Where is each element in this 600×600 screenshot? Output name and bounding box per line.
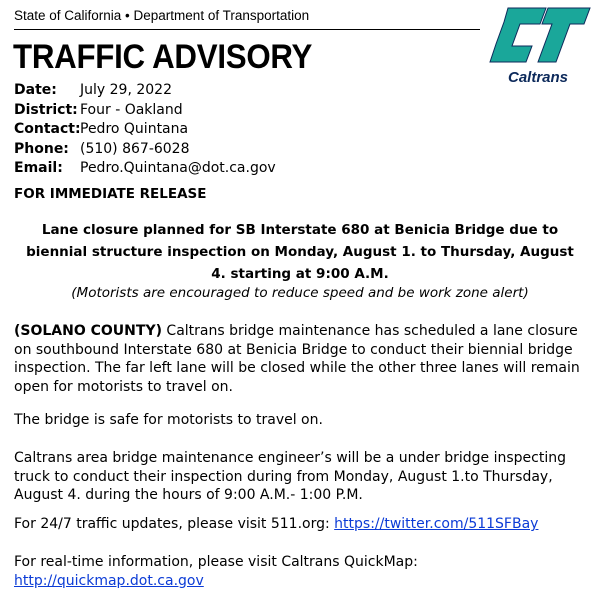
meta-label: Phone:: [14, 140, 69, 157]
meta-district: [14, 101, 276, 121]
paragraph-text: Caltrans bridge maintenance has scheduled a lane closure on southbound Interstate 680 at Benicia Bridge to conduct their biennial bridge inspection. The far left lane will be closed while the other three lanes will remain open for motorists to travel on.: [14, 323, 580, 395]
meta-label: Date:: [14, 82, 57, 98]
subheadline: (Motorists are encouraged to reduce speed and be work zone alert): [71, 285, 529, 301]
dateline: (SOLANO COUNTY): [14, 323, 162, 339]
contact-info: [14, 81, 276, 179]
header-rule: [14, 29, 480, 30]
meta-value: Four - Oakland: [80, 101, 183, 118]
body-paragraph-2: The bridge is safe for motorists to travel on.: [14, 412, 323, 428]
caltrans-wordmark: Caltrans: [507, 69, 569, 86]
caltrans-ct-icon: [490, 8, 590, 62]
headline: Lane closure planned for SB Interstate 680 at Benicia Bridge due to biennial structure inspection on Monday, August 1. to Thursday, August 4. starting at 9:00 A.M.: [26, 222, 574, 282]
meta-label: District:: [14, 101, 78, 118]
caltrans-logo: [486, 6, 592, 92]
body-paragraph-4: [14, 515, 594, 534]
twitter-link[interactable]: https://twitter.com/511SFBay: [334, 516, 539, 532]
release-label: FOR IMMEDIATE RELEASE: [14, 186, 207, 202]
meta-phone: [14, 140, 276, 160]
body-paragraph-3: Caltrans area bridge maintenance engineer’s will be a under bridge inspecting truck to conduct their inspection during from Monday, August 1.to Thursday, August 4. during the hours of 9:00 A.M.- 1:00 P.M.: [14, 450, 566, 503]
meta-label: Contact:: [14, 121, 81, 137]
paragraph-text: For real-time information, please visit Caltrans QuickMap:: [14, 554, 418, 570]
meta-label: Email:: [14, 160, 63, 176]
agency-line: State of California • Department of Transportation: [14, 8, 310, 23]
quickmap-link[interactable]: http://quickmap.dot.ca.gov: [14, 572, 204, 589]
meta-date: [14, 81, 276, 101]
meta-value: (510) 867-6028: [80, 140, 190, 157]
meta-contact: [14, 120, 276, 140]
meta-value: Pedro.Quintana@dot.ca.gov: [80, 160, 276, 176]
page-title: TRAFFIC ADVISORY: [13, 38, 313, 76]
meta-value: July 29, 2022: [80, 82, 172, 98]
meta-email: [14, 159, 276, 179]
body-paragraph-1: [14, 322, 594, 396]
paragraph-text: For 24/7 traffic updates, please visit 511.org:: [14, 516, 335, 532]
body-paragraph-5: [14, 553, 594, 590]
meta-value: Pedro Quintana: [80, 121, 189, 137]
